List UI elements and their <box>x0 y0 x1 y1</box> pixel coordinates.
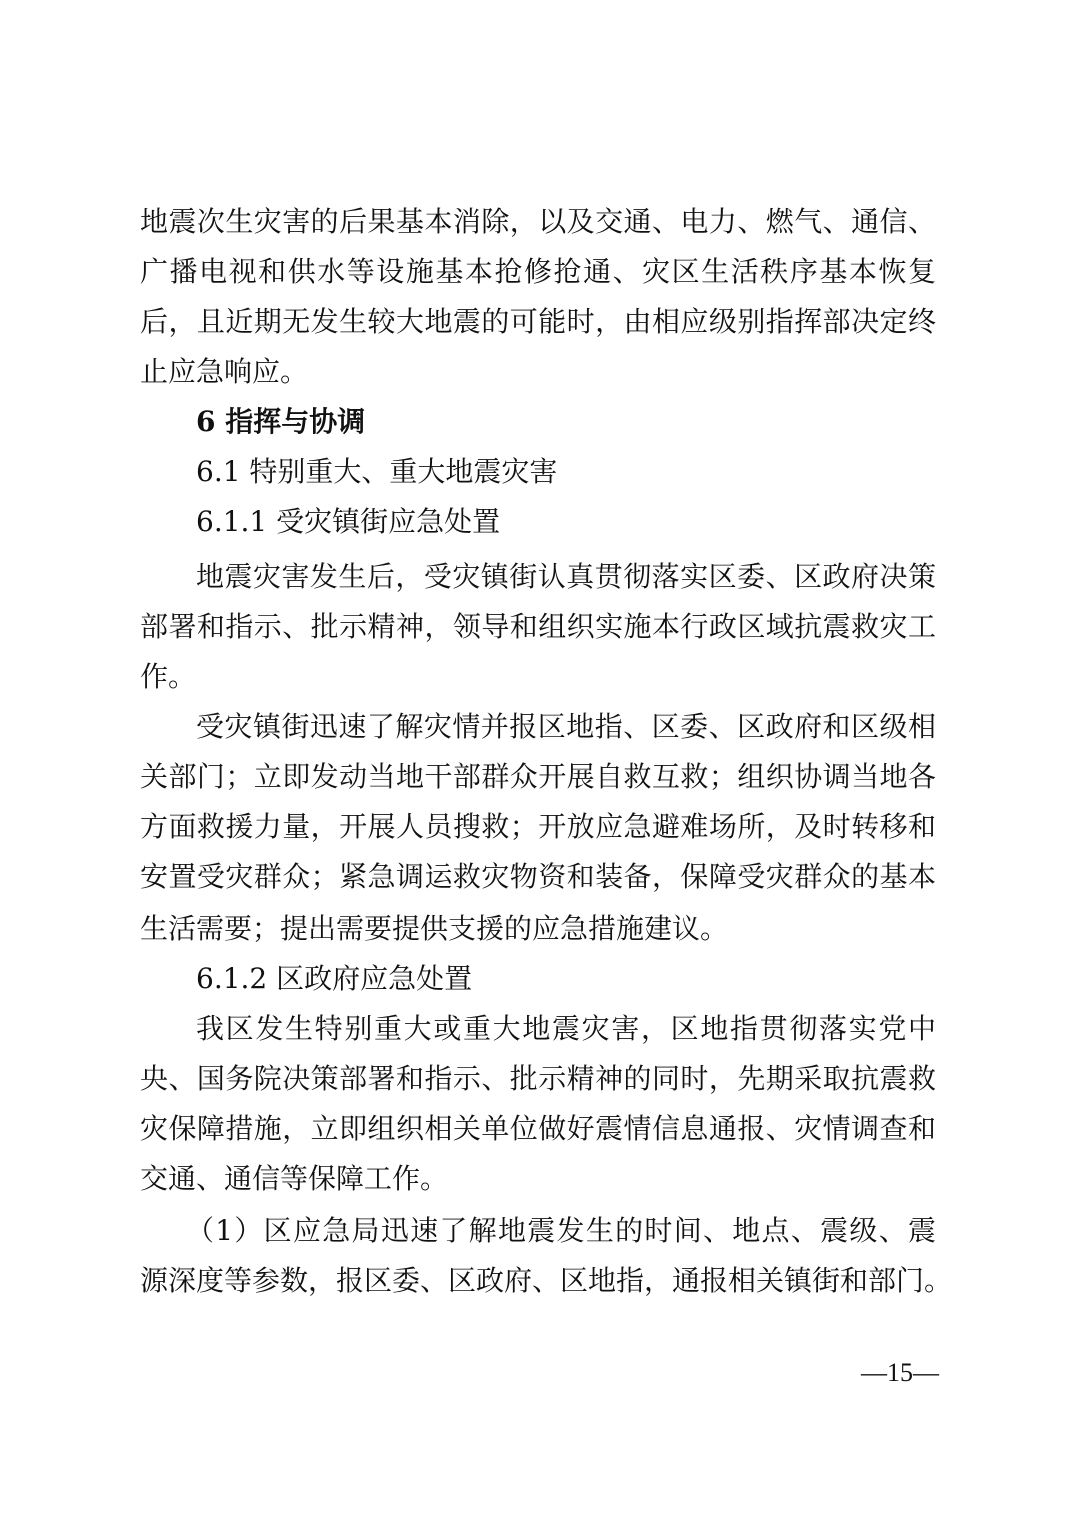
body-text-line: 地震次生灾害的后果基本消除，以及交通、电力、燃气、通信、 <box>140 205 936 238</box>
body-text-line: （1）区应急局迅速了解地震发生的时间、地点、震级、震 <box>186 1214 936 1247</box>
body-text-line: 我区发生特别重大或重大地震灾害，区地指贯彻落实党中 <box>196 1012 936 1045</box>
body-text-line: 生活需要；提出需要提供支援的应急措施建议。 <box>140 912 729 945</box>
subsection-heading: 6.1 特别重大、重大地震灾害 <box>196 455 558 488</box>
body-text-line: 止应急响应。 <box>140 355 309 388</box>
body-text-line: 交通、通信等保障工作。 <box>140 1162 449 1195</box>
page-number: —15— <box>861 1358 939 1387</box>
body-text-line: 受灾镇街迅速了解灾情并报区地指、区委、区政府和区级相 <box>196 710 936 743</box>
body-text-line: 地震灾害发生后，受灾镇街认真贯彻落实区委、区政府决策 <box>196 560 936 593</box>
body-text-line: 作。 <box>140 660 197 693</box>
subsubsection-heading: 6.1.2 区政府应急处置 <box>196 962 473 995</box>
body-text-line: 安置受灾群众；紧急调运救灾物资和装备，保障受灾群众的基本 <box>140 860 936 893</box>
body-text-line: 央、国务院决策部署和指示、批示精神的同时，先期采取抗震救 <box>140 1062 936 1095</box>
body-text-line: 关部门；立即发动当地干部群众开展自救互救；组织协调当地各 <box>140 760 936 793</box>
body-text-line: 方面救援力量，开展人员搜救；开放应急避难场所，及时转移和 <box>140 810 936 843</box>
section-heading: 6 指挥与协调 <box>196 405 366 438</box>
subsubsection-heading: 6.1.1 受灾镇街应急处置 <box>196 505 501 538</box>
body-text-line: 广播电视和供水等设施基本抢修抢通、灾区生活秩序基本恢复 <box>140 255 936 288</box>
body-text-line: 灾保障措施，立即组织相关单位做好震情信息通报、灾情调查和 <box>140 1112 936 1145</box>
body-text-line: 后，且近期无发生较大地震的可能时，由相应级别指挥部决定终 <box>140 305 936 338</box>
body-text-line: 部署和指示、批示精神，领导和组织实施本行政区域抗震救灾工 <box>140 610 936 643</box>
body-text-line: 源深度等参数，报区委、区政府、区地指，通报相关镇街和部门。 <box>140 1264 953 1297</box>
